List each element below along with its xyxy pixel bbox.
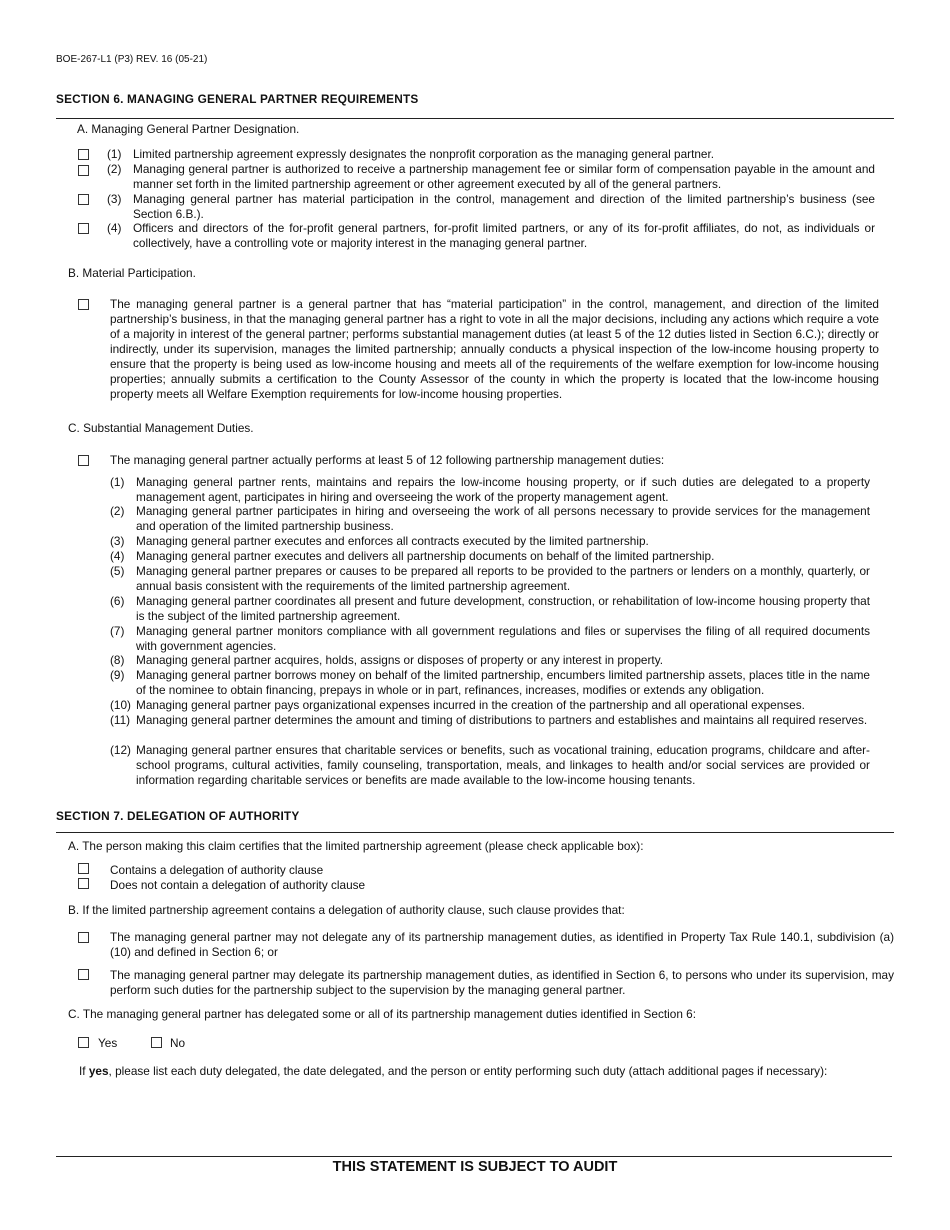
duty-text: Managing general partner ensures that charitable services or benefits, such as vocational training, education programs, childcare and after-school programs, cultural activities, family counseling, transportation, meals, and linkages to health and/or social services are provided or information regarding charitable services or benefits are made available to the low-income housing tenants. [136, 743, 870, 787]
duty-text: Managing general partner executes and delivers all partnership documents on behalf of the limited partnership. [136, 549, 715, 563]
duty-number: (7) [110, 624, 125, 638]
duty-number: (9) [110, 668, 125, 682]
duty-text: Managing general partner participates in hiring and overseeing the work of all persons necessary to provide services for the management and operation of the limited partnership business. [136, 504, 870, 533]
duty-number: (3) [110, 534, 125, 548]
audit-notice: THIS STATEMENT IS SUBJECT TO AUDIT [332, 1159, 618, 1175]
checkbox-yes[interactable] [78, 1037, 89, 1048]
duty-number: (11) [110, 713, 131, 727]
duty-text: Managing general partner pays organizational expenses incurred in the creation of the partnership and all operational expenses. [136, 698, 805, 712]
section-6-divider [56, 118, 894, 119]
item-text: Managing general partner is authorized to receive a partnership management fee or similar form of compensation payable in the amount and manner set forth in the limited partnership agreement or other agreement executed by all of the general partners. [133, 162, 875, 191]
checkbox-may-delegate[interactable] [78, 969, 89, 980]
duty-text: Managing general partner determines the amount and timing of distributions to partners and establishes and maintains all required reserves. [136, 713, 868, 727]
duty-text: Managing general partner borrows money on behalf of the limited partnership, encumbers limited partnership assets, places title in the name of the nominee to obtain financing, prepays in whole or in part, refinances, increases, modifies or extends any obligation. [136, 668, 870, 697]
checkbox-6b[interactable] [78, 299, 89, 310]
form-id: BOE-267-L1 (P3) REV. 16 (05-21) [56, 54, 208, 65]
section-6-title: SECTION 6. MANAGING GENERAL PARTNER REQUIREMENTS [56, 92, 419, 106]
checkbox-6a-4[interactable] [78, 223, 89, 234]
duty-text: Managing general partner monitors compliance with all government regulations and files or supervises the filing of all required documents with government agencies. [136, 624, 870, 653]
checkbox-6c[interactable] [78, 455, 89, 466]
item-number: (3) [107, 192, 122, 206]
duty-text: Managing general partner acquires, holds, assigns or disposes of property or any interest in property. [136, 653, 663, 667]
yes-label: Yes [98, 1036, 118, 1050]
duty-number: (1) [110, 475, 125, 489]
item-number: (1) [107, 147, 122, 161]
duty-text: Managing general partner executes and enforces all contracts executed by the limited partnership. [136, 534, 649, 548]
item-text: Limited partnership agreement expressly designates the nonprofit corporation as the managing general partner. [133, 147, 715, 161]
checkbox-may-not-delegate[interactable] [78, 932, 89, 943]
section-7c-label: C. The managing general partner has delegated some or all of its partnership management duties identified in Section 6: [68, 1007, 697, 1021]
option-may-delegate: The managing general partner may delegate its partnership management duties, as identified in Section 6, to persons who under its supervision, may perform such duties for the partnership subject to the supervision by the managing general partner. [110, 968, 894, 997]
item-text: Officers and directors of the for-profit general partners, for-profit limited partners, or any of its for-profit affiliates, do not, as individuals or collectively, have a controlling vote or majority interest in the managing general partner. [133, 221, 875, 250]
section-6a-label: A. Managing General Partner Designation. [77, 122, 300, 136]
material-participation-text: The managing general partner is a general partner that has “material participation” in the control, management, and direction of the limited partnership’s business, in that the managing general partner has a right to vote in all the major decisions, including any actions which require a vote of a majority in interest of the general partner; performs substantial management duties (at least 5 of the 12 duties listed in Section 6.C.); directly or indirectly, under its supervision, manages the limited partnership; annually conducts a physical inspection of the low-income housing property to ensure that the property is being used as low-income housing and meets all of the requirements of the welfare exemption for low-income housing properties; annually submits a certification to the County Assessor of the county in which the property is located that the low-income housing property meets all Welfare Exemption requirements for low-income housing properties. [110, 297, 879, 401]
item-text: Managing general partner has material participation in the control, management and direction of the limited partnership’s business (see Section 6.B.). [133, 192, 875, 221]
checkbox-6a-2[interactable] [78, 165, 89, 176]
duty-number: (4) [110, 549, 125, 563]
option-no-clause: Does not contain a delegation of authority clause [110, 878, 366, 892]
duty-text: Managing general partner prepares or causes to be prepared all reports to be provided to the partners or lenders on a monthly, quarterly, or annual basis consistent with the requirements of the limited partnership agreement. [136, 564, 870, 593]
checkbox-no[interactable] [151, 1037, 162, 1048]
section-7b-label: B. If the limited partnership agreement contains a delegation of authority clause, such clause provides that: [68, 903, 625, 917]
duty-text: Managing general partner coordinates all present and future development, construction, or rehabilitation of low-income housing property that is the subject of the limited partnership agreement. [136, 594, 870, 623]
checkbox-no-clause[interactable] [78, 878, 89, 889]
item-number: (2) [107, 162, 122, 176]
management-duties-intro: The managing general partner actually performs at least 5 of 12 following partnership management duties: [110, 453, 665, 467]
duty-number: (2) [110, 504, 125, 518]
item-number: (4) [107, 221, 122, 235]
delegation-instructions: If yes, please list each duty delegated, the date delegated, and the person or entity performing such duty (attach additional pages if necessary): [79, 1064, 828, 1078]
duty-number: (8) [110, 653, 125, 667]
checkbox-6a-3[interactable] [78, 194, 89, 205]
checkbox-contains-clause[interactable] [78, 863, 89, 874]
option-may-not-delegate: The managing general partner may not delegate any of its partnership management duties, as identified in Property Tax Rule 140.1, subdivision (a)(10) and defined in Section 6; or [110, 930, 894, 959]
option-contains-clause: Contains a delegation of authority clause [110, 863, 324, 877]
duty-text: Managing general partner rents, maintains and repairs the low-income housing property, or if such duties are delegated to a property management agent, participates in hiring and overseeing the work of the property management agent. [136, 475, 870, 504]
duty-number: (12) [110, 743, 131, 757]
duty-number: (10) [110, 698, 131, 712]
duty-number: (6) [110, 594, 125, 608]
footer-divider [56, 1156, 892, 1157]
section-7-divider [56, 832, 894, 833]
duty-number: (5) [110, 564, 125, 578]
section-6b-label: B. Material Participation. [68, 266, 196, 280]
section-7-title: SECTION 7. DELEGATION OF AUTHORITY [56, 809, 300, 823]
no-label: No [170, 1036, 186, 1050]
yes-emphasis: yes [88, 1064, 109, 1078]
checkbox-6a-1[interactable] [78, 149, 89, 160]
section-6c-label: C. Substantial Management Duties. [68, 421, 254, 435]
section-7a-label: A. The person making this claim certifies that the limited partnership agreement (please check applicable box): [68, 839, 644, 853]
